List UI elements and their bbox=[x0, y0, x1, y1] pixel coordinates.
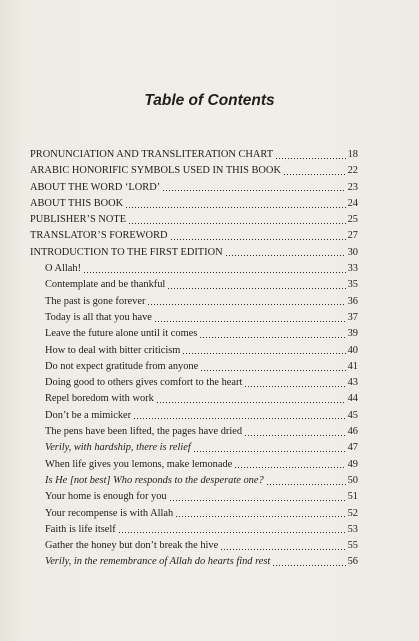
toc-entry bbox=[30, 522, 358, 538]
toc-entry bbox=[30, 440, 358, 456]
toc-entry bbox=[30, 457, 358, 473]
dot-leader bbox=[193, 451, 346, 452]
dot-leader bbox=[167, 288, 345, 289]
page-title: Table of Contents bbox=[144, 92, 275, 109]
dot-leader bbox=[170, 239, 346, 240]
dot-leader bbox=[283, 174, 346, 175]
toc-entry-label: Gather the honey but don’t break the hive bbox=[45, 540, 219, 552]
toc-entry-page: 50 bbox=[347, 474, 358, 486]
toc-entry-label: PUBLISHER’S NOTE bbox=[30, 214, 127, 226]
toc-entry bbox=[30, 391, 358, 407]
dot-leader bbox=[200, 370, 345, 371]
toc-entry bbox=[30, 277, 358, 293]
toc-entry-label: ABOUT THE WORD ‘LORD’ bbox=[30, 181, 161, 193]
dot-leader bbox=[175, 516, 345, 517]
toc-entry bbox=[30, 180, 358, 196]
toc-entry-label: Your home is enough for you bbox=[45, 491, 167, 503]
toc-entry-page: 36 bbox=[347, 295, 358, 307]
toc-entry bbox=[30, 473, 358, 489]
toc-entry-label: Do not expect gratitude from anyone bbox=[45, 360, 199, 372]
dot-leader bbox=[234, 467, 345, 468]
toc-entry-label: Don’t be a mimicker bbox=[45, 409, 132, 421]
dot-leader bbox=[275, 158, 346, 159]
toc-entry-page: 30 bbox=[347, 246, 358, 258]
dot-leader bbox=[244, 386, 345, 387]
dot-leader bbox=[225, 255, 346, 256]
toc-entry-page: 46 bbox=[347, 426, 358, 438]
toc-entry-label: PRONUNCIATION AND TRANSLITERATION CHART bbox=[30, 149, 274, 160]
toc-entry-label: How to deal with bitter criticism bbox=[45, 344, 181, 356]
toc-entry-label: Doing good to others gives comfort to the heart bbox=[45, 377, 243, 389]
toc-entry-page: 18 bbox=[347, 149, 358, 160]
toc-entry bbox=[30, 359, 358, 375]
toc-entry-label: Leave the future alone until it comes bbox=[45, 328, 198, 340]
toc-entry-page: 37 bbox=[347, 311, 358, 323]
toc-entry-label: Your recompense is with Allah bbox=[45, 507, 174, 519]
toc-entry bbox=[30, 212, 358, 228]
toc-entry-page: 39 bbox=[347, 328, 358, 340]
toc-entry-page: 27 bbox=[347, 230, 358, 242]
toc-entry-page: 47 bbox=[347, 442, 358, 454]
toc-entry bbox=[30, 489, 358, 505]
toc-entry bbox=[30, 326, 358, 342]
dot-leader bbox=[154, 321, 346, 322]
toc-entry-page: 49 bbox=[347, 458, 358, 470]
toc-entry-page: 40 bbox=[347, 344, 358, 356]
toc-entry-label: ABOUT THIS BOOK bbox=[30, 197, 124, 209]
dot-leader bbox=[128, 223, 345, 224]
toc-entry-page: 23 bbox=[347, 181, 358, 193]
toc-entry-label: Repel boredom with work bbox=[45, 393, 154, 405]
toc-entry-label: The pens have been lifted, the pages have dried bbox=[45, 426, 243, 438]
toc-entry-label: Verily, with hardship, there is relief bbox=[45, 442, 191, 454]
toc-entry bbox=[30, 163, 358, 179]
toc-entry-page: 53 bbox=[347, 523, 358, 535]
toc-entry-label: The past is gone forever bbox=[45, 295, 146, 307]
toc-entry-page: 45 bbox=[347, 409, 358, 421]
toc-entry bbox=[30, 424, 358, 440]
toc-entry-page: 24 bbox=[347, 197, 358, 209]
dot-leader bbox=[220, 549, 345, 550]
toc-entry-page: 41 bbox=[347, 360, 358, 372]
dot-leader bbox=[266, 484, 346, 485]
dot-leader bbox=[272, 565, 345, 566]
dot-leader bbox=[156, 402, 346, 403]
toc-entry bbox=[30, 196, 358, 212]
dot-leader bbox=[182, 353, 345, 354]
toc-entry bbox=[30, 538, 358, 554]
toc-entry bbox=[30, 408, 358, 424]
dot-leader bbox=[169, 500, 346, 501]
toc-entry bbox=[30, 310, 358, 326]
toc-entry bbox=[30, 375, 358, 391]
toc-entry bbox=[30, 245, 358, 261]
dot-leader bbox=[125, 207, 345, 208]
toc-entry-page: 55 bbox=[347, 540, 358, 552]
dot-leader bbox=[162, 190, 345, 191]
toc-entry-label: Faith is life itself bbox=[45, 523, 116, 535]
dot-leader bbox=[133, 418, 346, 419]
toc-entry bbox=[30, 343, 358, 359]
toc-entry-label: When life gives you lemons, make lemonade bbox=[45, 458, 233, 470]
toc-entry-label: INTRODUCTION TO THE FIRST EDITION bbox=[30, 246, 223, 258]
toc-entry-page: 25 bbox=[347, 214, 358, 226]
toc-entry-label: Contemplate and be thankful bbox=[45, 279, 166, 291]
toc-entry bbox=[30, 228, 358, 244]
toc-entry-label: ARABIC HONORIFIC SYMBOLS USED IN THIS BOOK bbox=[30, 165, 281, 177]
toc-entry-page: 56 bbox=[347, 556, 358, 568]
toc-entry-page: 35 bbox=[347, 279, 358, 291]
table-of-contents bbox=[30, 147, 358, 571]
toc-entry-label: O Allah! bbox=[45, 263, 82, 275]
toc-entry-page: 52 bbox=[347, 507, 358, 519]
dot-leader bbox=[118, 532, 346, 533]
dot-leader bbox=[147, 304, 345, 305]
dot-leader bbox=[199, 337, 345, 338]
toc-entry bbox=[30, 294, 358, 310]
toc-entry-label: TRANSLATOR’S FOREWORD bbox=[30, 230, 168, 242]
toc-entry bbox=[30, 554, 358, 570]
toc-entry-page: 22 bbox=[347, 165, 358, 177]
dot-leader bbox=[83, 272, 346, 273]
dot-leader bbox=[244, 435, 346, 436]
toc-entry-label: Is He [not best] Who responds to the desperate one? bbox=[45, 474, 264, 486]
toc-entry-page: 44 bbox=[347, 393, 358, 405]
toc-entry bbox=[30, 147, 358, 163]
toc-entry bbox=[30, 506, 358, 522]
toc-entry-label: Verily, in the remembrance of Allah do hearts find rest bbox=[45, 556, 271, 568]
toc-entry-page: 51 bbox=[347, 491, 358, 503]
toc-entry-page: 43 bbox=[347, 377, 358, 389]
toc-entry-label: Today is all that you have bbox=[45, 311, 152, 323]
toc-entry bbox=[30, 261, 358, 277]
toc-entry-page: 33 bbox=[347, 263, 358, 275]
